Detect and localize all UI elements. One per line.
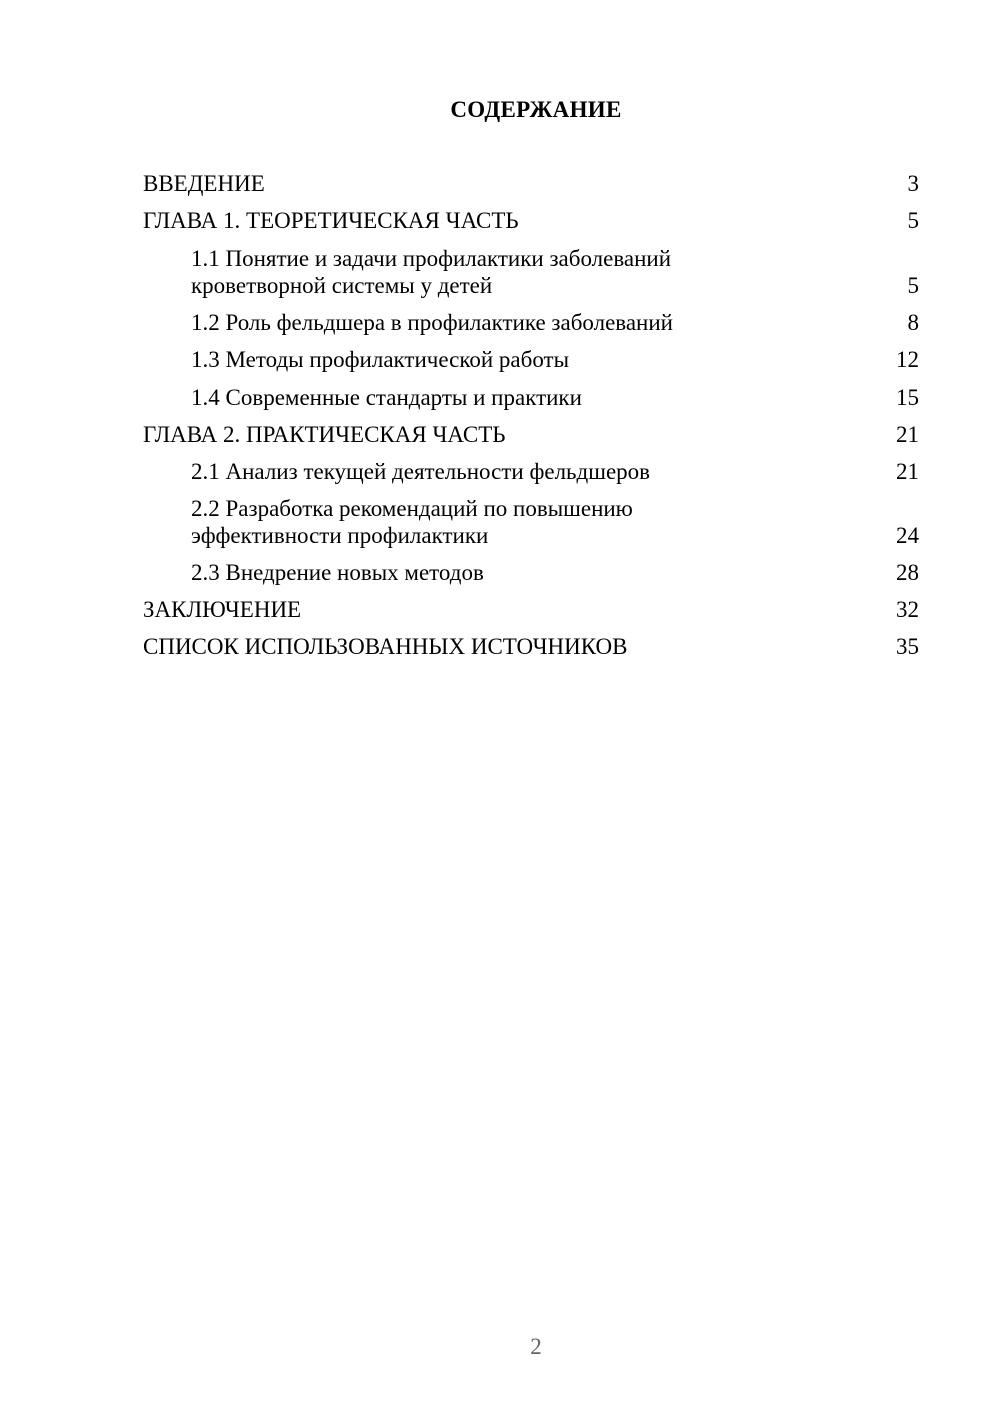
toc-entry-text: ГЛАВА 2. ПРАКТИЧЕСКАЯ ЧАСТЬ [143,422,506,447]
toc-page-number: 21 [896,459,919,484]
toc-page-number: 8 [907,310,919,335]
toc-entry-text-continued: кроветворной системы у детей [191,273,493,298]
toc-entry-text: 1.2 Роль фельдшера в профилактике заболеваний [191,310,673,335]
page-number: 2 [530,1334,542,1359]
toc-page-number: 35 [896,634,919,659]
page-title: СОДЕРЖАНИЕ [450,97,622,122]
toc-entry-text: 1.1 Понятие и задачи профилактики заболеваний [191,246,672,271]
toc-page-number: 3 [907,171,919,196]
toc-page-number: 24 [896,523,919,548]
toc-entry-text: ГЛАВА 1. ТЕОРЕТИЧЕСКАЯ ЧАСТЬ [143,208,519,233]
toc-entry-text: 2.2 Разработка рекомендаций по повышению [191,496,633,521]
toc-entry-text: 2.3 Внедрение новых методов [191,560,484,585]
toc-page-number: 21 [896,422,919,447]
toc-entry-text: 2.1 Анализ текущей деятельности фельдшеров [191,459,651,484]
toc-entry-text: 1.4 Современные стандарты и практики [191,385,582,410]
toc-page-number: 28 [896,560,919,585]
toc-entry-text: СПИСОК ИСПОЛЬЗОВАННЫХ ИСТОЧНИКОВ [143,634,628,659]
toc-page-number: 5 [907,208,919,233]
toc-entry-text-continued: эффективности профилактики [191,523,489,548]
toc-entry-text: 1.3 Методы профилактической работы [191,347,570,372]
toc-page-number: 15 [896,385,919,410]
toc-page-number: 5 [907,273,919,298]
toc-page-number: 12 [896,347,919,372]
toc-entry-text: ЗАКЛЮЧЕНИЕ [143,597,302,622]
toc-page-number: 32 [896,597,919,622]
toc-entry-text: ВВЕДЕНИЕ [143,171,265,196]
